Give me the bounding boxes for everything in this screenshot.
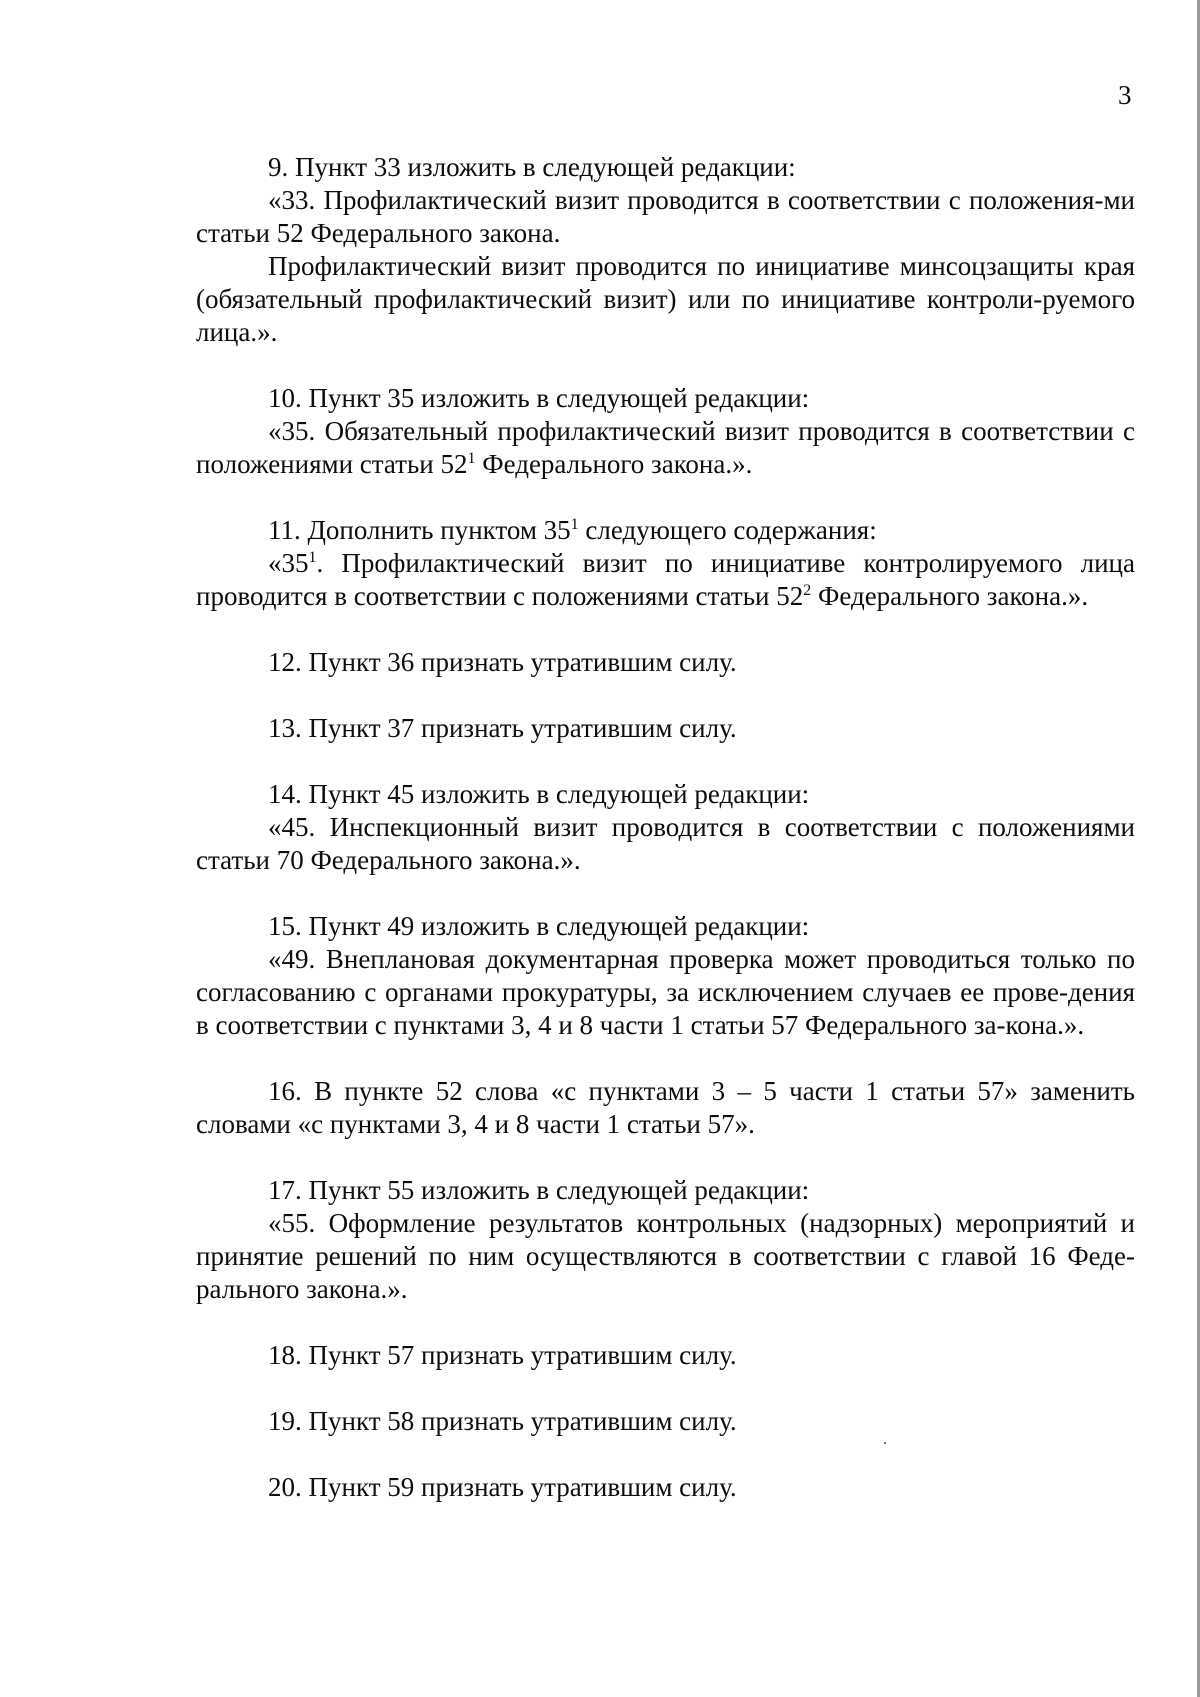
item-11-text-before: «35 xyxy=(268,548,309,578)
page-number: 3 xyxy=(1118,80,1132,110)
item-10-text xyxy=(196,415,1135,481)
item-11-heading-superscript: 1 xyxy=(570,516,579,533)
item-13-heading: 13. Пункт 37 признать утратившим силу. xyxy=(268,713,737,743)
item-12-heading: 12. Пункт 36 признать утратившим силу. xyxy=(268,647,737,677)
item-11-text xyxy=(196,547,1135,613)
scan-speck xyxy=(884,1442,886,1444)
item-14-text: «45. Инспекционный визит проводится в соответствии с положениями статьи 70 Федерального закона.». xyxy=(196,812,1135,875)
item-11-heading xyxy=(196,514,1135,547)
item-15-text: «49. Внеплановая документарная проверка может проводиться только по согласованию с органами прокуратуры, за исключением случаев ее прове-дения в соответствии с пунктами 3, 4 и 8 части 1 статьи 57 Федерального за-кона.». xyxy=(196,944,1135,1040)
item-9-text-1: «33. Профилактический визит проводится в соответствии с положения-ми статьи 52 Федерального закона. xyxy=(196,185,1135,248)
item-11-text-after: Федерального закона.». xyxy=(811,581,1089,611)
item-17-heading: 17. Пункт 55 изложить в следующей редакции: xyxy=(268,1175,810,1205)
item-17-text: «55. Оформление результатов контрольных (надзорных) мероприятий и принятие решений по ним осуществляются в соответствии с главой 16 Феде-рального закона.». xyxy=(196,1208,1135,1304)
item-11-heading-after: следующего содержания: xyxy=(578,515,877,545)
item-18-heading: 18. Пункт 57 признать утратившим силу. xyxy=(268,1340,737,1370)
item-16-heading: 16. В пункте 52 слова «с пунктами 3 – 5 части 1 статьи 57» заменить словами «с пунктами 3, 4 и 8 части 1 статьи 57». xyxy=(196,1076,1135,1139)
item-11-superscript-1: 1 xyxy=(308,549,317,566)
item-19-heading: 19. Пункт 58 признать утратившим силу. xyxy=(268,1406,737,1436)
item-10-text-after: Федерального закона.». xyxy=(475,449,753,479)
item-10-superscript: 1 xyxy=(467,450,476,467)
item-14-heading: 14. Пункт 45 изложить в следующей редакции: xyxy=(268,779,810,809)
document-body xyxy=(196,151,1135,1504)
item-9-heading: 9. Пункт 33 изложить в следующей редакции: xyxy=(268,152,796,182)
item-15-heading: 15. Пункт 49 изложить в следующей редакции: xyxy=(268,911,810,941)
item-11-superscript-2: 2 xyxy=(803,582,812,599)
item-9-text-2: Профилактический визит проводится по инициативе минсоцзащиты края (обязательный профилактический визит) или по инициативе контроли-руемого лица.». xyxy=(196,251,1135,347)
item-20-heading: 20. Пункт 59 признать утратившим силу. xyxy=(268,1472,737,1502)
item-10-heading: 10. Пункт 35 изложить в следующей редакции: xyxy=(268,383,810,413)
item-11-heading-before: 11. Дополнить пунктом 35 xyxy=(268,515,571,545)
item-11-text-middle: . Профилактический визит по инициативе контролируемого лица проводится в соответствии с положениями статьи 52 xyxy=(196,548,1135,611)
item-10-text-before: «35. Обязательный профилактический визит проводится в соответствии с положениями статьи 52 xyxy=(196,416,1135,479)
